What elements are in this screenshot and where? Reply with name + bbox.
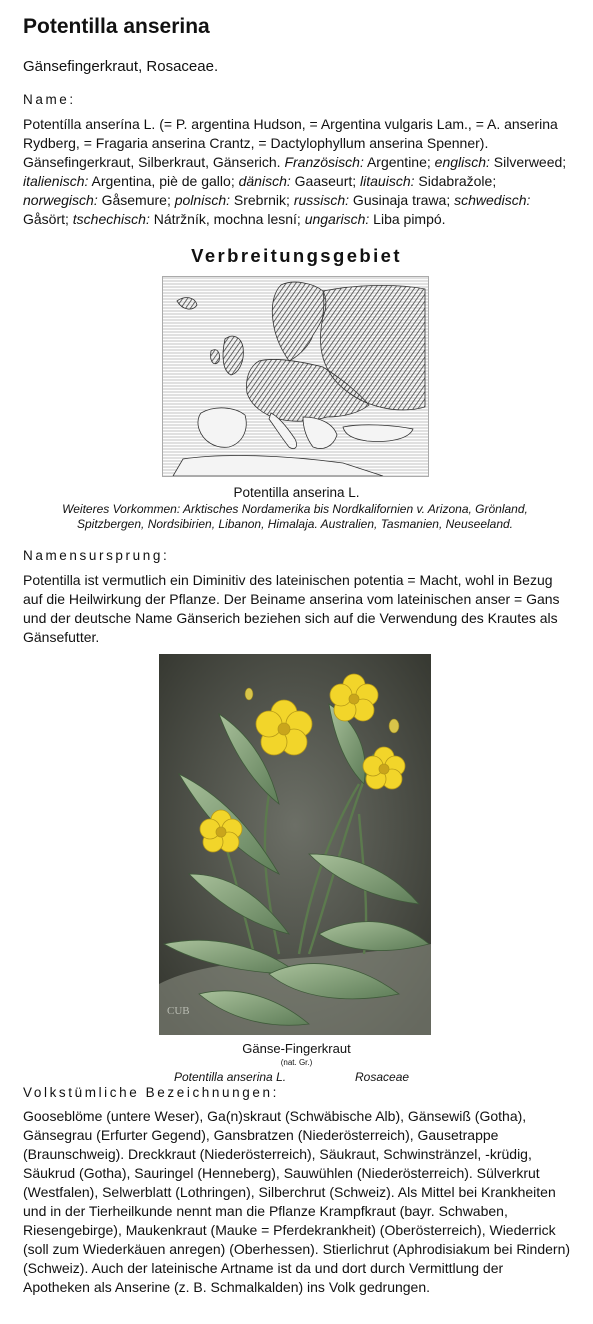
- language-label: italienisch:: [23, 173, 89, 189]
- page-subtitle: Gänsefingerkraut, Rosaceae.: [23, 58, 219, 75]
- page-title: Potentilla anserina: [23, 15, 210, 38]
- language-label: russisch:: [293, 192, 350, 208]
- language-label: litauisch:: [360, 173, 415, 189]
- name-text: Silverweed;: [489, 154, 567, 170]
- origin-heading: Namensursprung:: [23, 548, 170, 563]
- distribution-note: Weiteres Vorkommen: Arktisches Nordamerika bis Nordkalifornien v. Arizona, Grönland, Spitzbergen, Nordsibirien, Libanon, Himalaja. Australien, Tasmanien, Neuseeland.: [62, 502, 528, 531]
- name-paragraph: [23, 115, 571, 229]
- name-text: Srebrnik;: [230, 192, 294, 208]
- name-text: Liba pimpó.: [369, 211, 446, 227]
- distribution-map-caption: Potentilla anserina L.: [233, 485, 360, 500]
- silverweed-illustration: [159, 654, 431, 1035]
- plate-signature: CUB: [167, 1005, 190, 1017]
- name-text: Gåsemure;: [97, 192, 175, 208]
- language-label: dänisch:: [238, 173, 291, 189]
- language-label: tschechisch:: [72, 211, 150, 227]
- distribution-heading: Verbreitungsgebiet: [191, 245, 402, 266]
- name-text: Argentina, piè de gallo;: [88, 173, 239, 189]
- name-text: Sidabražole;: [414, 173, 497, 189]
- name-text: Nátržník, mochna lesní;: [149, 211, 305, 227]
- language-label: norwegisch:: [23, 192, 98, 208]
- language-label: schwedisch:: [454, 192, 531, 208]
- language-label: Französisch:: [284, 154, 364, 170]
- folk-names-paragraph: Gooseblöme (untere Weser), Ga(n)skraut (Schwäbische Alb), Gänsewiß (Gotha), Gänsegrau (Erfurter Gegend), Gansbratzen (Niederösterreich), Gausetrappe (Braunschweig). Dreckkraut (Niederösterreich), Säukraut, Schwinstränzel, -krüdig, Säukrud (Gotha), Sauringel (Henneberg), Sauwühlen (Niederösterreich). Sülverkrut (Westfalen), Selwerblatt (Lothringen), Silberchrut (Schweiz). Als Mittel bei Krankheiten und in der Tierheilkunde nennt man die Pflanze Krampfkraut (bayr. Schwaben, Riesengebirge), Maukenkraut (Mauke = Pferdekrankheit) (Oberösterreich), Wiederrick (soll zum Wiederkäuen anregen) (Oberhessen). Stierlichrut (Aphrodisiakum bei Rindern) (Schweiz). Auch der lateinische Artname ist da und dort durch Vermittlung der Apotheken als Anserine (z. B. Schmalkalden) ins Volk gedrungen.: [23, 1108, 571, 1295]
- language-label: englisch:: [434, 154, 490, 170]
- botanical-plate: [159, 654, 431, 1035]
- name-text: Potentílla anserína L. (= P. argentina Hudson, = Argentina vulgaris Lam., = A. anserina Rydberg, = Fragaria anserina Crantz, = Dactylophyllum anserina Spenner). Gänsefingerkraut, Silberkraut, Gänserich.: [23, 116, 558, 170]
- name-heading: Name:: [23, 92, 76, 107]
- name-text: Argentine;: [363, 154, 435, 170]
- origin-paragraph: Potentilla ist vermutlich ein Diminitiv des lateinischen potentia = Macht, wohl in Bezug auf die Heilwirkung der Pflanze. Der Beiname anserina vom lateinischen anser = Gans und der deutsche Name Gänserich beziehen sich auf die Verwendung des Krautes als Gänsefutter.: [23, 572, 560, 645]
- plate-species: Potentilla anserina L.: [174, 1070, 287, 1084]
- language-label: polnisch:: [174, 192, 230, 208]
- language-label: ungarisch:: [304, 211, 370, 227]
- folk-names-heading: Volkstümliche Bezeichnungen:: [23, 1085, 279, 1100]
- plate-scale-note: (nat. Gr.): [280, 1058, 313, 1067]
- name-text: Gaaseurt;: [290, 173, 361, 189]
- plate-family: Rosaceae: [355, 1070, 410, 1084]
- distribution-map: [162, 276, 429, 477]
- plate-caption: Gänse-Fingerkraut: [242, 1041, 351, 1056]
- europe-map-illustration: [163, 277, 428, 476]
- name-text: Gåsört;: [23, 211, 73, 227]
- name-text: Gusinaja trawa;: [349, 192, 455, 208]
